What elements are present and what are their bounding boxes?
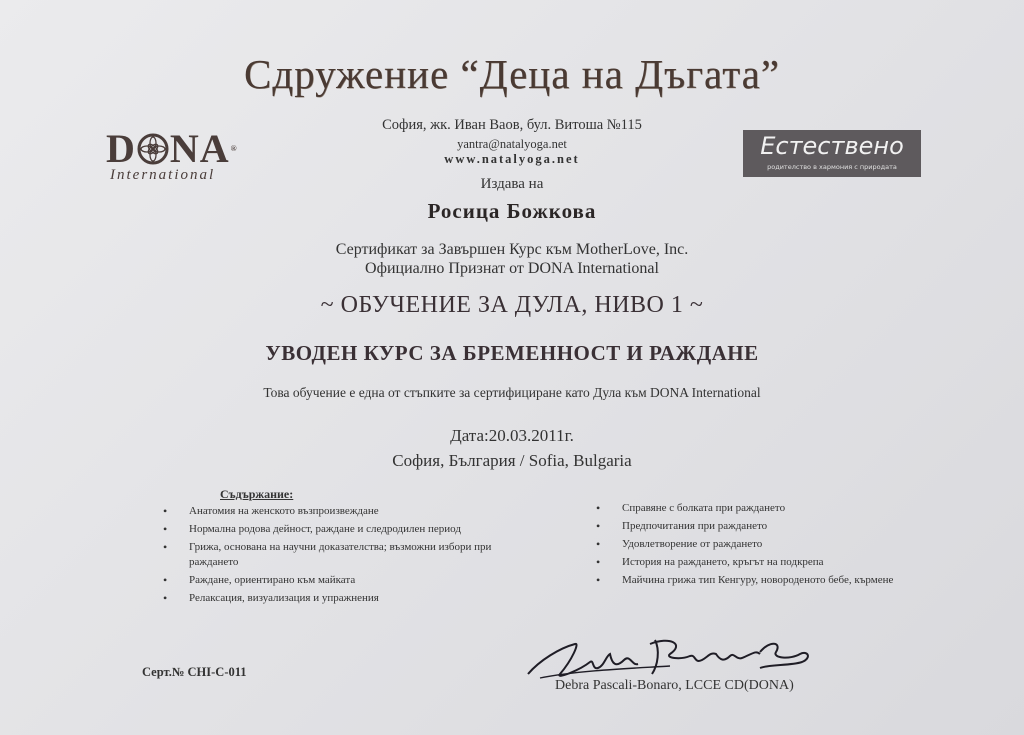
issued-to-label: Издава на [480, 176, 544, 192]
list-item: • Удовлетворение от раждането [596, 537, 956, 552]
list-item: • Нормална родова дейност, раждане и следродилен период [163, 522, 543, 537]
contents-list-left [163, 504, 543, 609]
estestveno-wordmark: Естествено [760, 132, 904, 160]
list-item: • История на раждането, кръгът на подкрепа [596, 555, 956, 570]
organization-address: София, жк. Иван Ваов, бул. Витоша №115 [382, 117, 642, 133]
organization-title: Сдружение “Деца на Дъгата” [243, 51, 781, 97]
list-item: • Справяне с болката при раждането [596, 501, 956, 516]
certificate-date: Дата:20.03.2011г. [450, 426, 574, 445]
organization-website: www.natalyoga.net [444, 152, 580, 166]
list-item: • Анатомия на женското възпроизвеждане [163, 504, 543, 519]
course-subtitle: УВОДЕН КУРС ЗА БРЕМЕННОСТ И РАЖДАНЕ [265, 341, 759, 365]
recipient-name: Росица Божкова [427, 199, 597, 223]
contents-list-right [596, 501, 956, 591]
certificate-place: София, България / Sofia, Bulgaria [392, 451, 632, 470]
course-title: ~ ОБУЧЕНИЕ ЗА ДУЛА, НИВО 1 ~ [320, 292, 704, 318]
recognition-statement: Официално Признат от DONA International [365, 260, 659, 277]
list-item: • Грижа, основана на научни доказателства; възможни избори при раждането [163, 540, 543, 570]
dona-subtitle: International [110, 167, 216, 183]
list-item: • Предпочитания при раждането [596, 519, 956, 534]
list-item: • Раждане, ориентирано към майката [163, 573, 543, 588]
certificate-number: Серт.№ CHI-C-011 [142, 665, 247, 679]
certificate-statement: Сертификат за Завършен Курс към MotherLove, Inc. [335, 241, 689, 258]
list-item: • Релаксация, визуализация и упражнения [163, 591, 543, 606]
contents-heading: Съдържание: [220, 487, 294, 501]
estestveno-tagline: родителство в хармония с природата [767, 163, 897, 171]
signature-image [520, 630, 820, 685]
organization-email: yantra@natalyoga.net [457, 137, 567, 151]
signer-name: Debra Pascali-Bonaro, LCCE CD(DONA) [555, 678, 794, 693]
list-item: • Майчина грижа тип Кенгуру, новороденото бебе, кърмене [596, 573, 956, 588]
dona-wordmark: D NA ® [106, 126, 238, 171]
certification-note: Това обучение е една от стъпките за сертифициране като Дула към DONA International [263, 385, 761, 400]
